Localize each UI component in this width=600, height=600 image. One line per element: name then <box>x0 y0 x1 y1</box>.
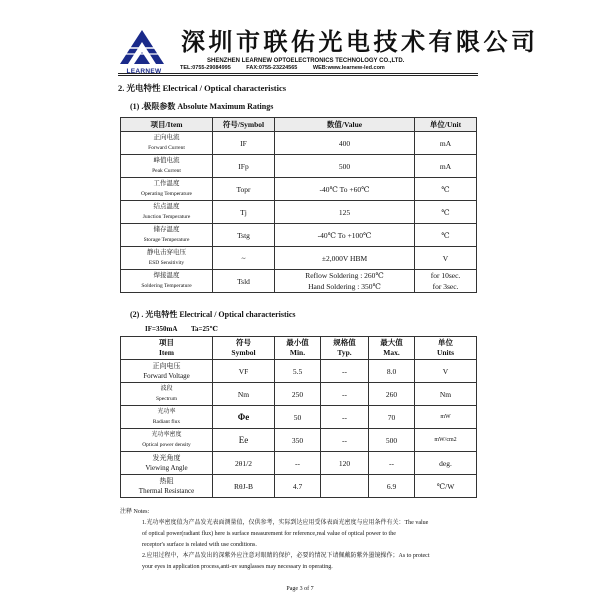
table-row <box>121 452 477 475</box>
test-condition <box>145 324 230 333</box>
item-cn: 静电击穿电压 <box>147 249 186 256</box>
header-cn: 最小值 <box>286 338 309 347</box>
header-en: Max. <box>383 348 400 357</box>
item-cn: 光功率密度 <box>151 432 182 438</box>
header-cn: 符号 <box>236 338 251 347</box>
typ-cell: -- <box>321 383 369 406</box>
table-header-row <box>121 118 477 132</box>
table-row <box>121 155 477 178</box>
absolute-max-table <box>120 117 477 293</box>
min-cell: 5.5 <box>275 360 321 383</box>
unit-cell: ℃ <box>415 178 477 201</box>
item-cell <box>121 178 213 201</box>
unit-cell: mW <box>415 406 477 429</box>
unit-cell: ℃/W <box>415 475 477 498</box>
item-cn: 热阻 <box>159 477 174 485</box>
header-cn: 单位 <box>438 338 453 347</box>
symbol-cell: ~ <box>213 247 275 270</box>
header-en: Typ. <box>337 348 352 357</box>
item-cn: 焊接温度 <box>153 272 180 279</box>
notes-title: 注释 Notes: <box>120 509 150 515</box>
typ-cell: -- <box>321 406 369 429</box>
typ-cell: -- <box>321 360 369 383</box>
tel-text: TEL:0755-29084995 <box>180 65 231 71</box>
unit-cell: deg. <box>415 452 477 475</box>
table-row <box>121 360 477 383</box>
symbol-cell: 2θ1/2 <box>213 452 275 475</box>
value-cell <box>275 270 415 293</box>
table-row <box>121 247 477 270</box>
eo-title: (2) . 光电特性 Electrical / Optical characteristics <box>130 310 296 319</box>
min-cell: 350 <box>275 429 321 452</box>
item-cn: 峰值电流 <box>153 157 180 164</box>
typ-cell: 120 <box>321 452 369 475</box>
symbol-cell: Tj <box>213 201 275 224</box>
header-cell: 符号/Symbol <box>213 118 275 132</box>
symbol-cell: Tsld <box>213 270 275 293</box>
item-en: Thermal Resistance <box>138 487 195 495</box>
fax-text: FAX:0755-23224565 <box>246 65 298 71</box>
value-cell: -40℃ To +100℃ <box>275 224 415 247</box>
header-cell: 数值/Value <box>275 118 415 132</box>
condition-if: IF=350mA <box>145 325 178 333</box>
header-en: Item <box>159 348 174 357</box>
symbol-cell: Nm <box>213 383 275 406</box>
table-row <box>121 270 477 293</box>
note-line: 2.应用过程中，本产品发出的深紫外应注意对眼睛的保护，必要的情况下请佩戴防紫外墨镜操作；As to protect <box>142 553 430 559</box>
table-header-row <box>121 337 477 360</box>
item-cn: 正向电压 <box>152 362 181 370</box>
symbol-cell: Φe <box>213 406 275 429</box>
item-en: Optical power density <box>142 442 191 448</box>
item-cell <box>121 383 213 406</box>
item-cell <box>121 452 213 475</box>
header-cn: 项目 <box>159 338 174 347</box>
header-cell <box>415 337 477 360</box>
company-name-en: SHENZHEN LEARNEW OPTOELECTRONICS TECHNOLOGY CO.,LTD. <box>207 58 405 64</box>
item-cn: 波段 <box>160 386 173 392</box>
item-cell <box>121 155 213 178</box>
unit-cell: Nm <box>415 383 477 406</box>
table-row <box>121 178 477 201</box>
header-cell <box>369 337 415 360</box>
unit-cell: mA <box>415 155 477 178</box>
item-en: Peak Current <box>152 168 181 174</box>
value-cell: ±2,000V HBM <box>275 247 415 270</box>
item-en: Storage Temperature <box>143 237 190 243</box>
note-line: 1.光功率密度值为产品发光表面测量值，仅供参考，实际到达应用受体表面光密度与应用条件有关：The value <box>142 520 429 526</box>
symbol-cell: Tstg <box>213 224 275 247</box>
header-en: Units <box>436 348 455 357</box>
web-text: WEB:www.learnew-led.com <box>312 65 385 71</box>
header-cn: 最大值 <box>380 338 403 347</box>
value-cell: 400 <box>275 132 415 155</box>
note-line: your eyes in application process,anti-uv sunglasses may necessary in operating. <box>142 564 333 570</box>
notes-block <box>120 507 490 573</box>
value-cell: 500 <box>275 155 415 178</box>
symbol-cell: RθJ-B <box>213 475 275 498</box>
max-cell: 260 <box>369 383 415 406</box>
note-line: of optical power(radiant flux) here is surface measurement for reference,real value of optical power to the <box>142 531 396 537</box>
item-cell <box>121 201 213 224</box>
value-line: Reflow Soldering : 260℃ <box>305 271 384 280</box>
page-number: Page 3 of 7 <box>286 586 314 592</box>
unit-cell: mW/cm2 <box>415 429 477 452</box>
item-cn: 储存温度 <box>153 226 180 233</box>
min-cell: 4.7 <box>275 475 321 498</box>
item-cell <box>121 360 213 383</box>
header-cell: 项目/Item <box>121 118 213 132</box>
table-row <box>121 429 477 452</box>
header-en: Min. <box>289 348 306 357</box>
header-cell: 单位/Unit <box>415 118 477 132</box>
unit-line: for 3sec. <box>432 282 459 291</box>
item-en: Soldering Temperature <box>141 283 192 289</box>
symbol-cell: VF <box>213 360 275 383</box>
unit-line: for 10sec. <box>430 271 461 280</box>
table-row <box>121 406 477 429</box>
contact-line <box>180 65 399 71</box>
max-cell: 8.0 <box>369 360 415 383</box>
learnew-logo-icon <box>118 26 166 66</box>
item-cell <box>121 406 213 429</box>
table-row <box>121 201 477 224</box>
value-cell: -40℃ To +60℃ <box>275 178 415 201</box>
item-en: ESD Sensitivity <box>148 260 185 266</box>
item-cn: 正向电流 <box>153 134 180 141</box>
company-name-cn: 深圳市联佑光电技术有限公司 <box>181 27 539 56</box>
max-cell: -- <box>369 452 415 475</box>
header-cell <box>213 337 275 360</box>
header-divider <box>118 75 478 76</box>
min-cell: 50 <box>275 406 321 429</box>
item-cell <box>121 132 213 155</box>
eo-characteristics-table <box>120 336 477 498</box>
value-line: Hand Soldering : 350℃ <box>308 282 381 291</box>
table-row <box>121 383 477 406</box>
max-cell: 70 <box>369 406 415 429</box>
unit-cell: ℃ <box>415 201 477 224</box>
max-cell: 6.9 <box>369 475 415 498</box>
header-divider <box>118 73 478 74</box>
unit-cell: V <box>415 360 477 383</box>
typ-cell: -- <box>321 429 369 452</box>
table-row <box>121 475 477 498</box>
item-en: Viewing Angle <box>145 464 188 472</box>
value-cell: 125 <box>275 201 415 224</box>
table-row <box>121 224 477 247</box>
logo-text: LEARNEW <box>126 68 162 75</box>
item-en: Forward Voltage <box>143 372 190 380</box>
item-cell <box>121 224 213 247</box>
table-row <box>121 132 477 155</box>
item-cell <box>121 475 213 498</box>
item-cn: 光功率 <box>157 409 176 415</box>
symbol-cell: IFp <box>213 155 275 178</box>
abs-max-title: (1) .极限参数 Absolute Maximum Ratings <box>130 102 274 111</box>
unit-cell: mA <box>415 132 477 155</box>
item-en: Spectrum <box>155 396 178 402</box>
unit-cell: ℃ <box>415 224 477 247</box>
unit-cell <box>415 270 477 293</box>
unit-cell: V <box>415 247 477 270</box>
header-cell <box>275 337 321 360</box>
max-cell: 500 <box>369 429 415 452</box>
item-en: Operating Temperature <box>141 191 192 197</box>
condition-ta: Ta=25℃ <box>191 325 218 333</box>
header-cell <box>121 337 213 360</box>
typ-cell <box>321 475 369 498</box>
symbol-cell: Ee <box>213 429 275 452</box>
min-cell: 250 <box>275 383 321 406</box>
header-cell <box>321 337 369 360</box>
section-title: 2. 光电特性 Electrical / Optical characteristics <box>118 83 287 93</box>
item-cn: 工作温度 <box>153 180 180 187</box>
item-en: Forward Current <box>148 145 185 151</box>
item-cn: 发光角度 <box>152 454 181 462</box>
item-cn: 结点温度 <box>153 203 180 210</box>
header-en: Symbol <box>231 348 256 357</box>
note-line: receptor's surface is related with use conditions. <box>142 542 257 548</box>
item-en: Junction Temperature <box>142 214 191 220</box>
item-cell <box>121 247 213 270</box>
symbol-cell: IF <box>213 132 275 155</box>
item-cell <box>121 270 213 293</box>
min-cell: -- <box>275 452 321 475</box>
item-cell <box>121 429 213 452</box>
item-en: Radiant flux <box>152 419 181 425</box>
symbol-cell: Topr <box>213 178 275 201</box>
header-cn: 规格值 <box>333 338 356 347</box>
